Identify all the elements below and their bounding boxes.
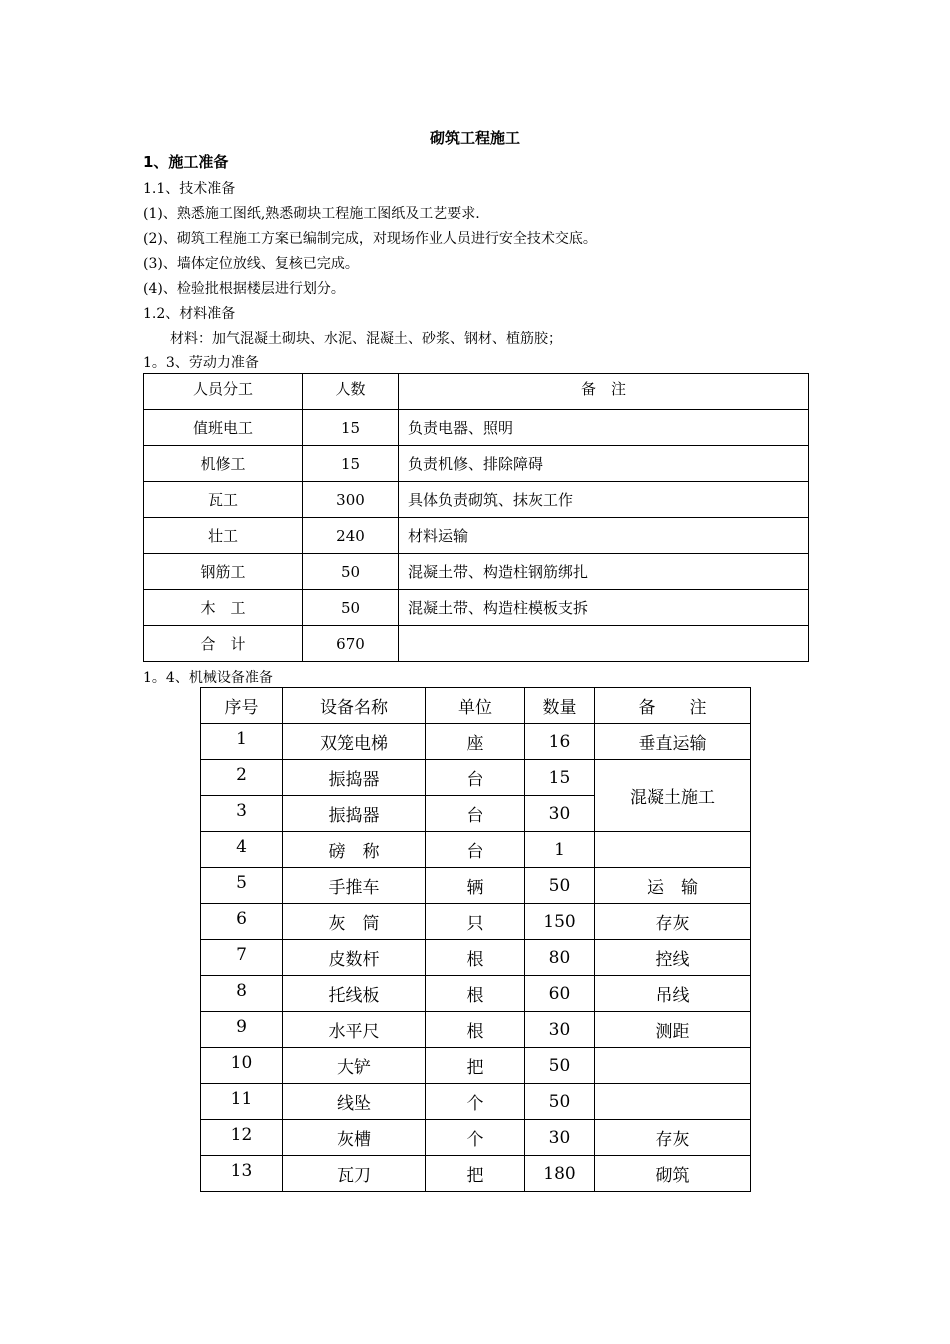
cell-qty: 1 <box>525 832 595 868</box>
header-count: 人数 <box>303 374 399 410</box>
table-header-row <box>201 688 751 724</box>
cell-qty: 150 <box>525 904 595 940</box>
cell-role: 木 工 <box>144 590 303 626</box>
cell-unit: 辆 <box>426 868 525 904</box>
cell-qty: 80 <box>525 940 595 976</box>
cell-name: 磅 称 <box>283 832 426 868</box>
cell-qty: 15 <box>525 760 595 796</box>
section-heading-1-3: 1。3、劳动力准备 <box>143 355 259 371</box>
cell-note <box>595 832 751 868</box>
cell-no: 5 <box>201 868 283 904</box>
cell-name: 双笼电梯 <box>283 724 426 760</box>
cell-note: 垂直运输 <box>595 724 751 760</box>
header-role: 人员分工 <box>144 374 303 410</box>
cell-qty: 180 <box>525 1156 595 1192</box>
header-no: 序号 <box>201 688 283 724</box>
cell-count: 300 <box>303 482 399 518</box>
cell-no: 6 <box>201 904 283 940</box>
tech-item-1: (1)、熟悉施工图纸,熟悉砌块工程施工图纸及工艺要求. <box>143 206 480 222</box>
cell-note <box>399 626 809 662</box>
header-note: 备 注 <box>595 688 751 724</box>
header-qty: 数量 <box>525 688 595 724</box>
table-row <box>201 868 751 904</box>
cell-note: 测距 <box>595 1012 751 1048</box>
cell-note-merged: 混凝土施工 <box>595 760 751 832</box>
cell-qty: 30 <box>525 796 595 832</box>
cell-role: 机修工 <box>144 446 303 482</box>
cell-name: 托线板 <box>283 976 426 1012</box>
table-row <box>144 482 809 518</box>
cell-unit: 座 <box>426 724 525 760</box>
table-row <box>144 554 809 590</box>
section-heading-1-4: 1。4、机械设备准备 <box>143 670 273 686</box>
cell-qty: 50 <box>525 1048 595 1084</box>
cell-unit: 台 <box>426 760 525 796</box>
table-row <box>144 518 809 554</box>
cell-note: 负责机修、排除障碍 <box>399 446 809 482</box>
cell-role: 钢筋工 <box>144 554 303 590</box>
cell-unit: 台 <box>426 832 525 868</box>
cell-note <box>595 1048 751 1084</box>
cell-unit: 把 <box>426 1156 525 1192</box>
table-row <box>201 760 751 796</box>
table-row <box>201 1120 751 1156</box>
table-row <box>201 940 751 976</box>
header-unit: 单位 <box>426 688 525 724</box>
cell-unit: 台 <box>426 796 525 832</box>
section-heading-1-1: 1.1、技术准备 <box>143 181 236 197</box>
cell-no: 9 <box>201 1012 283 1048</box>
table-row <box>144 590 809 626</box>
cell-unit: 把 <box>426 1048 525 1084</box>
cell-note: 吊线 <box>595 976 751 1012</box>
table-row <box>201 976 751 1012</box>
cell-qty: 60 <box>525 976 595 1012</box>
cell-qty: 16 <box>525 724 595 760</box>
equipment-table <box>200 687 751 1192</box>
table-row <box>201 1084 751 1120</box>
cell-unit: 根 <box>426 1012 525 1048</box>
table-row <box>144 446 809 482</box>
section-heading-1-2: 1.2、材料准备 <box>143 306 236 322</box>
cell-name: 手推车 <box>283 868 426 904</box>
table-row <box>201 1156 751 1192</box>
cell-note: 混凝土带、构造柱模板支拆 <box>399 590 809 626</box>
cell-count: 670 <box>303 626 399 662</box>
cell-qty: 30 <box>525 1012 595 1048</box>
cell-name: 皮数杆 <box>283 940 426 976</box>
cell-note: 控线 <box>595 940 751 976</box>
table-row-total <box>144 626 809 662</box>
header-name: 设备名称 <box>283 688 426 724</box>
cell-name: 大铲 <box>283 1048 426 1084</box>
cell-count: 15 <box>303 446 399 482</box>
cell-name: 振捣器 <box>283 796 426 832</box>
cell-count: 50 <box>303 554 399 590</box>
cell-note <box>595 1084 751 1120</box>
cell-qty: 50 <box>525 1084 595 1120</box>
labor-table <box>143 373 809 662</box>
cell-qty: 30 <box>525 1120 595 1156</box>
cell-note: 存灰 <box>595 1120 751 1156</box>
table-header-row <box>144 374 809 410</box>
section-heading-1: 1、施工准备 <box>143 153 229 171</box>
cell-count: 240 <box>303 518 399 554</box>
cell-no: 3 <box>201 796 283 832</box>
cell-no: 10 <box>201 1048 283 1084</box>
cell-name: 瓦刀 <box>283 1156 426 1192</box>
cell-unit: 根 <box>426 976 525 1012</box>
tech-item-3: (3)、墙体定位放线、复核已完成。 <box>143 256 359 272</box>
header-note: 备 注 <box>399 374 809 410</box>
cell-unit: 个 <box>426 1084 525 1120</box>
cell-no: 12 <box>201 1120 283 1156</box>
tech-item-4: (4)、检验批根据楼层进行划分。 <box>143 281 345 297</box>
cell-count: 15 <box>303 410 399 446</box>
cell-unit: 个 <box>426 1120 525 1156</box>
cell-no: 1 <box>201 724 283 760</box>
cell-qty: 50 <box>525 868 595 904</box>
cell-role: 瓦工 <box>144 482 303 518</box>
cell-note: 砌筑 <box>595 1156 751 1192</box>
cell-name: 振捣器 <box>283 760 426 796</box>
cell-name: 水平尺 <box>283 1012 426 1048</box>
cell-role: 壮工 <box>144 518 303 554</box>
cell-note: 存灰 <box>595 904 751 940</box>
cell-no: 8 <box>201 976 283 1012</box>
table-row <box>201 724 751 760</box>
table-row <box>201 1048 751 1084</box>
cell-note: 具体负责砌筑、抹灰工作 <box>399 482 809 518</box>
cell-name: 线坠 <box>283 1084 426 1120</box>
cell-role: 值班电工 <box>144 410 303 446</box>
cell-no: 11 <box>201 1084 283 1120</box>
cell-no: 2 <box>201 760 283 796</box>
cell-no: 4 <box>201 832 283 868</box>
materials-text: 材料：加气混凝土砌块、水泥、混凝土、砂浆、钢材、植筋胶； <box>170 331 562 347</box>
table-row <box>144 410 809 446</box>
table-row <box>201 904 751 940</box>
cell-no: 7 <box>201 940 283 976</box>
cell-count: 50 <box>303 590 399 626</box>
cell-unit: 只 <box>426 904 525 940</box>
cell-note: 运 输 <box>595 868 751 904</box>
tech-item-2: (2)、砌筑工程施工方案已编制完成，对现场作业人员进行安全技术交底。 <box>143 231 597 247</box>
cell-note: 混凝土带、构造柱钢筋绑扎 <box>399 554 809 590</box>
document-title: 砌筑工程施工 <box>429 129 520 147</box>
cell-role: 合 计 <box>144 626 303 662</box>
table-row <box>201 832 751 868</box>
table-row <box>201 1012 751 1048</box>
cell-note: 材料运输 <box>399 518 809 554</box>
cell-name: 灰槽 <box>283 1120 426 1156</box>
cell-name: 灰 筒 <box>283 904 426 940</box>
cell-note: 负责电器、照明 <box>399 410 809 446</box>
cell-no: 13 <box>201 1156 283 1192</box>
cell-unit: 根 <box>426 940 525 976</box>
